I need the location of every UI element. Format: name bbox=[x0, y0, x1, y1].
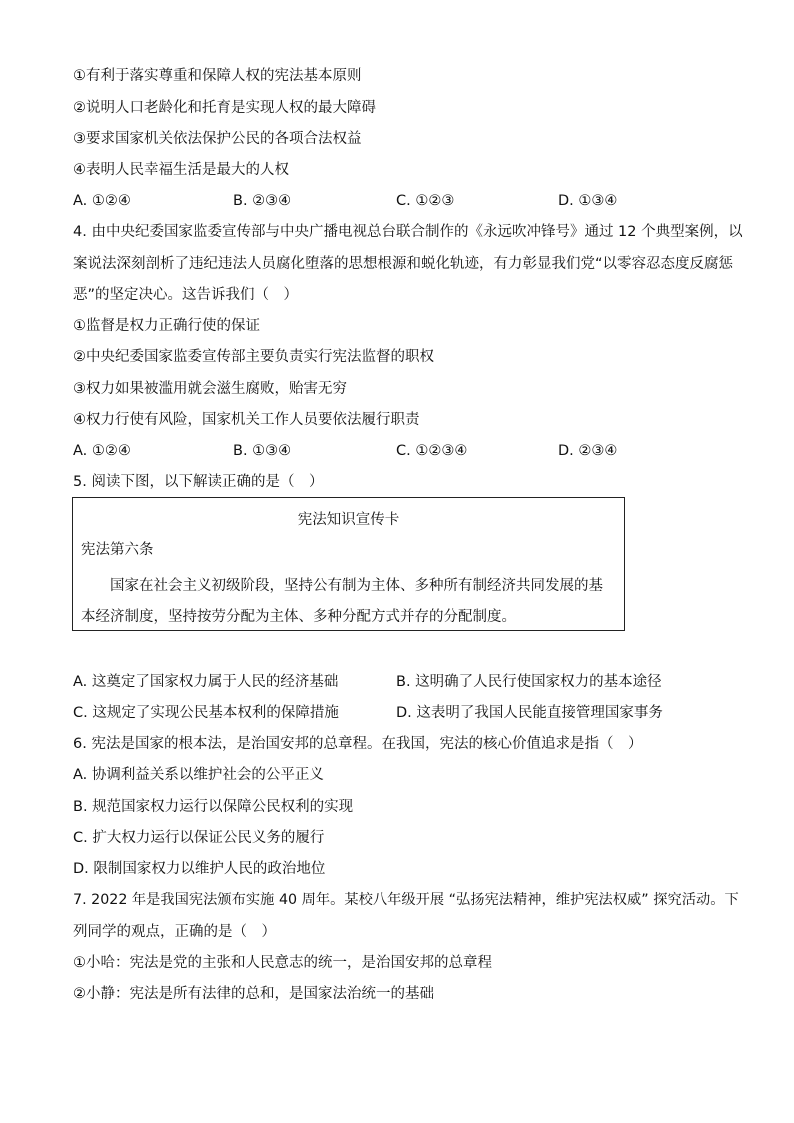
q6-option-b: B. 规范国家权力运行以保障公民权利的实现 bbox=[73, 799, 354, 815]
q7-stem-line-2: 列同学的观点，正确的是（ ） bbox=[73, 924, 276, 940]
q3-option-c: C. ①②③ bbox=[396, 193, 455, 209]
q3-option-b: B. ②③④ bbox=[233, 193, 292, 209]
q4-stem-line-2: 案说法深刻剖析了违纪违法人员腐化堕落的思想根源和蜕化轨迹，有力彰显我们党“以零容忍态度反腐惩 bbox=[73, 256, 734, 272]
q4-statement-2: ②中央纪委国家监委宣传部主要负责实行宪法监督的职权 bbox=[73, 349, 434, 365]
q5-option-c: C. 这规定了实现公民基本权利的保障措施 bbox=[73, 705, 339, 721]
q5-option-b: B. 这明确了人民行使国家权力的基本途径 bbox=[396, 674, 662, 690]
q4-stem-line-3: 恶”的坚定决心。这告诉我们（ ） bbox=[73, 287, 299, 303]
card-body: 国家在社会主义初级阶段，坚持公有制为主体、多种所有制经济共同发展的基本经济制度，坚持按劳分配为主体、多种分配方式并存的分配制度。 bbox=[81, 578, 603, 625]
q6-stem: 6. 宪法是国家的根本法，是治国安邦的总章程。在我国，宪法的核心价值追求是指（ ） bbox=[73, 736, 643, 752]
q4-stem-line-1: 4. 由中央纪委国家监委宣传部与中央广播电视总台联合制作的《永远吹冲锋号》通过 12 个典型案例，以 bbox=[73, 224, 743, 240]
card-title: 宪法知识宣传卡 bbox=[297, 512, 400, 528]
q5-stem: 5. 阅读下图，以下解读正确的是（ ） bbox=[73, 474, 324, 490]
q7-statement-1: ①小哈：宪法是党的主张和人民意志的统一，是治国安邦的总章程 bbox=[73, 955, 492, 971]
q5-options-row-1 bbox=[73, 672, 733, 692]
q5-option-a: A. 这奠定了国家权力属于人民的经济基础 bbox=[73, 674, 339, 690]
q7-statement-2: ②小静：宪法是所有法律的总和，是国家法治统一的基础 bbox=[73, 986, 434, 1002]
q3-statement-1: ①有利于落实尊重和保障人权的宪法基本原则 bbox=[73, 68, 362, 84]
q3-options bbox=[73, 191, 733, 211]
card-article: 宪法第六条 bbox=[81, 542, 154, 558]
q4-option-a: A. ①②④ bbox=[73, 443, 131, 459]
q5-options-row-2 bbox=[73, 703, 733, 723]
q3-statement-3: ③要求国家机关依法保护公民的各项合法权益 bbox=[73, 131, 362, 147]
q3-option-d: D. ①③④ bbox=[558, 193, 618, 209]
q3-statement-4: ④表明人民幸福生活是最大的人权 bbox=[73, 162, 289, 178]
q3-statement-2: ②说明人口老龄化和托育是实现人权的最大障碍 bbox=[73, 100, 376, 116]
q7-stem-line-1: 7. 2022 年是我国宪法颁布实施 40 周年。某校八年级开展 “弘扬宪法精神，维护宪法权威” 探究活动。下 bbox=[73, 892, 739, 908]
q5-option-d: D. 这表明了我国人民能直接管理国家事务 bbox=[396, 705, 663, 721]
q4-option-b: B. ①③④ bbox=[233, 443, 292, 459]
q6-option-a: A. 协调利益关系以维护社会的公平正义 bbox=[73, 767, 324, 783]
q4-statement-1: ①监督是权力正确行使的保证 bbox=[73, 318, 260, 334]
q4-options bbox=[73, 441, 733, 461]
q4-statement-4: ④权力行使有风险，国家机关工作人员要依法履行职责 bbox=[73, 412, 420, 428]
q4-statement-3: ③权力如果被滥用就会滋生腐败，贻害无穷 bbox=[73, 381, 347, 397]
q6-option-d: D. 限制国家权力以维护人民的政治地位 bbox=[73, 861, 326, 877]
q6-option-c: C. 扩大权力运行以保证公民义务的履行 bbox=[73, 830, 325, 846]
constitution-info-card bbox=[72, 497, 625, 631]
q3-option-a: A. ①②④ bbox=[73, 193, 131, 209]
q4-option-d: D. ②③④ bbox=[558, 443, 618, 459]
q4-option-c: C. ①②③④ bbox=[396, 443, 468, 459]
